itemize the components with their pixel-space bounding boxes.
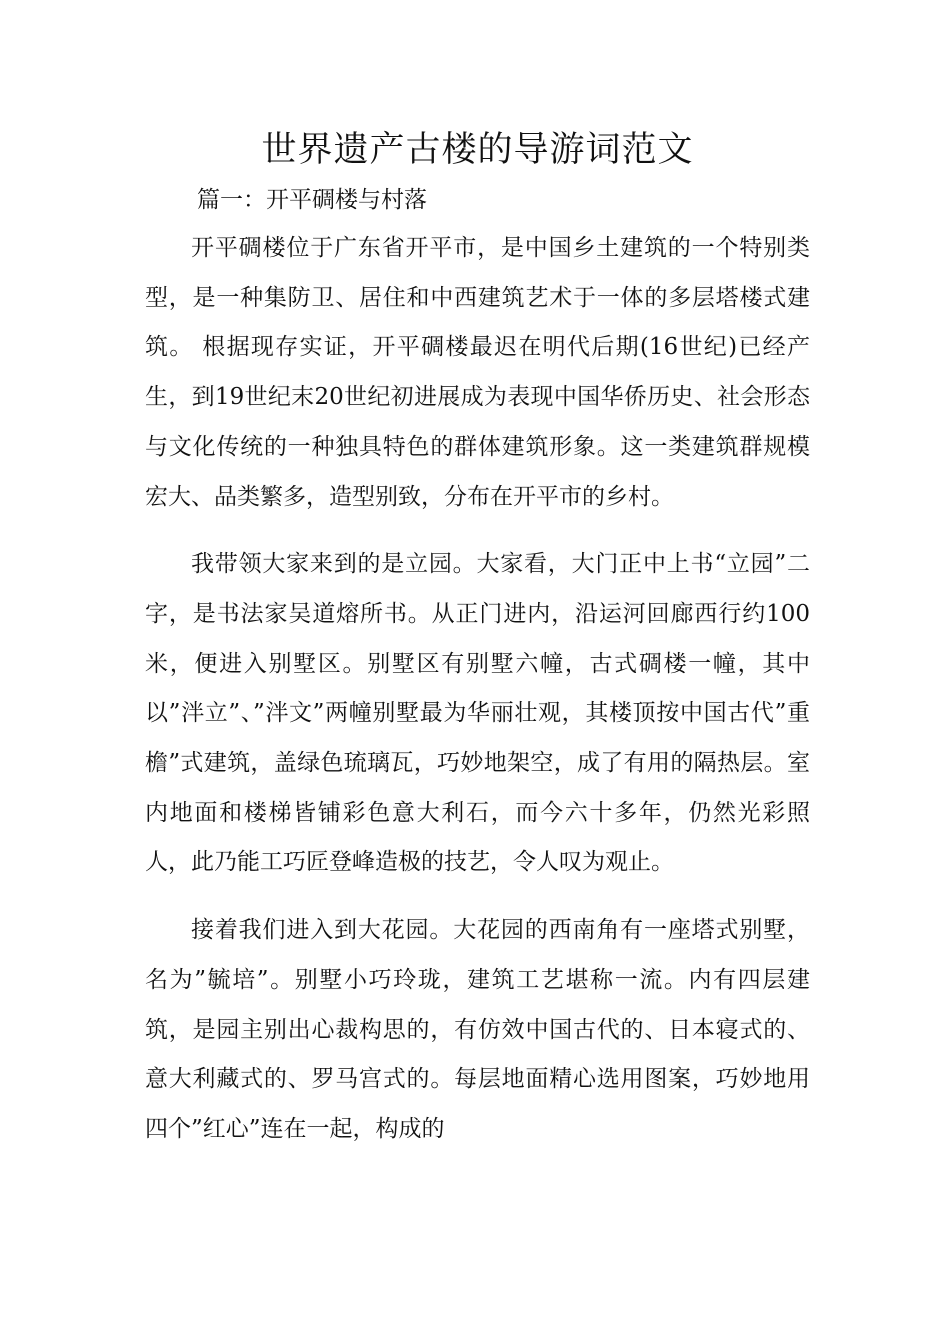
- paragraph-1: 开平碉楼位于广东省开平市，是中国乡土建筑的一个特别类型，是一种集防卫、居住和中西建筑艺术于一体的多层塔楼式建筑。 根据现存实证，开平碉楼最迟在明代后期(16世纪)已经产生，到19世纪末20世纪初进展成为表现中国华侨历史、社会形态与文化传统的一种独具特色的群体建筑形象。这一类建筑群规模宏大、品类繁多，造型别致，分布在开平市的乡村。: [145, 235, 810, 510]
- document-title: 世界遗产古楼的导游词范文: [261, 130, 694, 170]
- paragraph-3: 接着我们进入到大花园。大花园的西南角有一座塔式别墅，名为”毓培”。别墅小巧玲珑，建筑工艺堪称一流。内有四层建筑，是园主别出心裁构思的，有仿效中国古代的、日本寝式的、意大利藏式的、罗马宫式的。每层地面精心选用图案，巧妙地用四个”红心”连在一起，构成的: [145, 917, 810, 1142]
- paragraph-2: 我带领大家来到的是立园。大家看，大门正中上书“立园”二字，是书法家吴道熔所书。从正门进内，沿运河回廊西行约100米，便进入别墅区。别墅区有别墅六幢，古式碉楼一幢，其中以”泮立”、”泮文”两幢别墅最为华丽壮观，其楼顶按中国古代”重檐”式建筑，盖绿色琉璃瓦，巧妙地架空，成了有用的隔热层。室内地面和楼梯皆铺彩色意大利石，而今六十多年，仍然光彩照人，此乃能工巧匠登峰造极的技艺，令人叹为观止。: [145, 551, 810, 876]
- document-page: [145, 122, 810, 1155]
- section-heading: 篇一：开平碉楼与村落: [197, 187, 427, 213]
